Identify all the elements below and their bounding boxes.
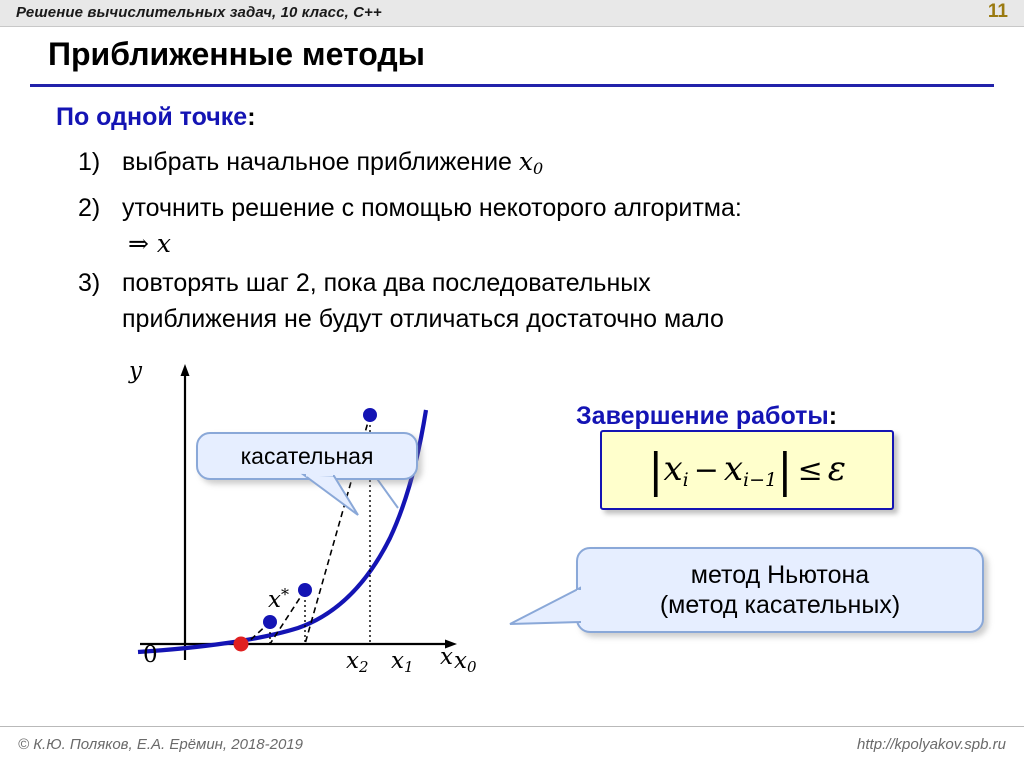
list-item-0-math: x [518,147,534,176]
list-item-0-text: выбрать начальное приближение [122,148,519,176]
list-item-number: 3) [78,269,101,297]
steps-list [78,144,978,340]
formula-x-im1: x [723,449,744,489]
label-x-star-base: x [268,587,281,613]
label-x2-sub: 2 [358,658,369,676]
completion-heading-colon: : [828,402,838,430]
callout-tangent-label: касательная [240,442,374,469]
label-x1 [391,648,414,676]
callout-newton-line1: метод Ньютона [690,560,870,589]
formula-open-bar: | [647,443,664,497]
slide-number: 11 [987,1,1008,22]
list-item-1-line2: ⇒ x [128,229,171,258]
callout-tangent-tail [300,473,370,521]
label-x-star-sup: * [280,585,289,604]
point-x2 [263,615,277,629]
x-axis-label: x [440,644,453,670]
formula-epsilon: ε [827,449,847,489]
point-x1 [298,583,312,597]
label-x1-base: x [391,648,404,674]
list-item-number: 2) [78,194,101,222]
completion-heading-accent: Завершение работы [576,402,829,430]
subheading-colon: : [247,103,256,131]
chart-svg [110,360,580,690]
label-x0 [454,648,477,676]
label-x1-sub: 1 [403,658,414,676]
label-x2 [346,648,369,676]
formula-relation: ≤ [797,453,823,488]
list-item-2-text: повторять шаг 2, пока два последовательных [122,269,651,297]
list-item-0-math-sub: 0 [533,159,544,178]
list-item-number: 1) [78,148,101,176]
footer-url[interactable]: http://kpolyakov.spb.ru [857,736,1006,753]
subheading [56,103,256,132]
label-x0-base: x [454,648,467,674]
footer-divider [0,726,1024,727]
stopping-criterion-box [600,430,894,510]
label-x-star [268,585,289,613]
formula-minus: − [693,453,719,488]
label-x0-sub: 0 [466,658,477,676]
point-x0 [363,408,377,422]
y-axis-label: y [129,358,142,384]
list-item-1-text: уточнить решение с помощью некоторого алгоритма: [122,194,742,222]
formula-x-i-sub: i [682,469,689,491]
list-item-text [122,265,724,337]
stopping-criterion-formula [648,443,846,497]
list-item [78,190,978,262]
header-title: Решение вычислительных задач, 10 класс, C++ [16,4,382,21]
footer-copyright: © К.Ю. Поляков, Е.А. Ерёмин, 2018-2019 [18,736,303,753]
formula-close-bar: | [777,443,793,497]
callout-newton-line2: (метод касательных) [659,591,901,619]
list-item-2-line2: приближения не будут отличаться достаточно мало [122,305,724,333]
y-axis-arrow [181,364,190,376]
list-item [78,265,978,337]
label-x2-base: x [346,648,359,674]
formula-x-im1-sub: i−1 [743,469,778,491]
title-divider [30,84,994,87]
callout-newton-method [576,547,984,633]
newton-method-chart [110,360,580,690]
origin-label: 0 [143,642,158,668]
list-item [78,144,978,187]
formula-x-i: x [663,449,683,489]
list-item-text [122,190,742,262]
page-title: Приближенные методы [48,36,425,72]
list-item-text [122,144,543,187]
completion-heading [576,402,837,431]
callout-newton-tail [508,582,588,632]
subheading-accent: По одной точке [56,103,248,131]
point-root [234,637,249,652]
